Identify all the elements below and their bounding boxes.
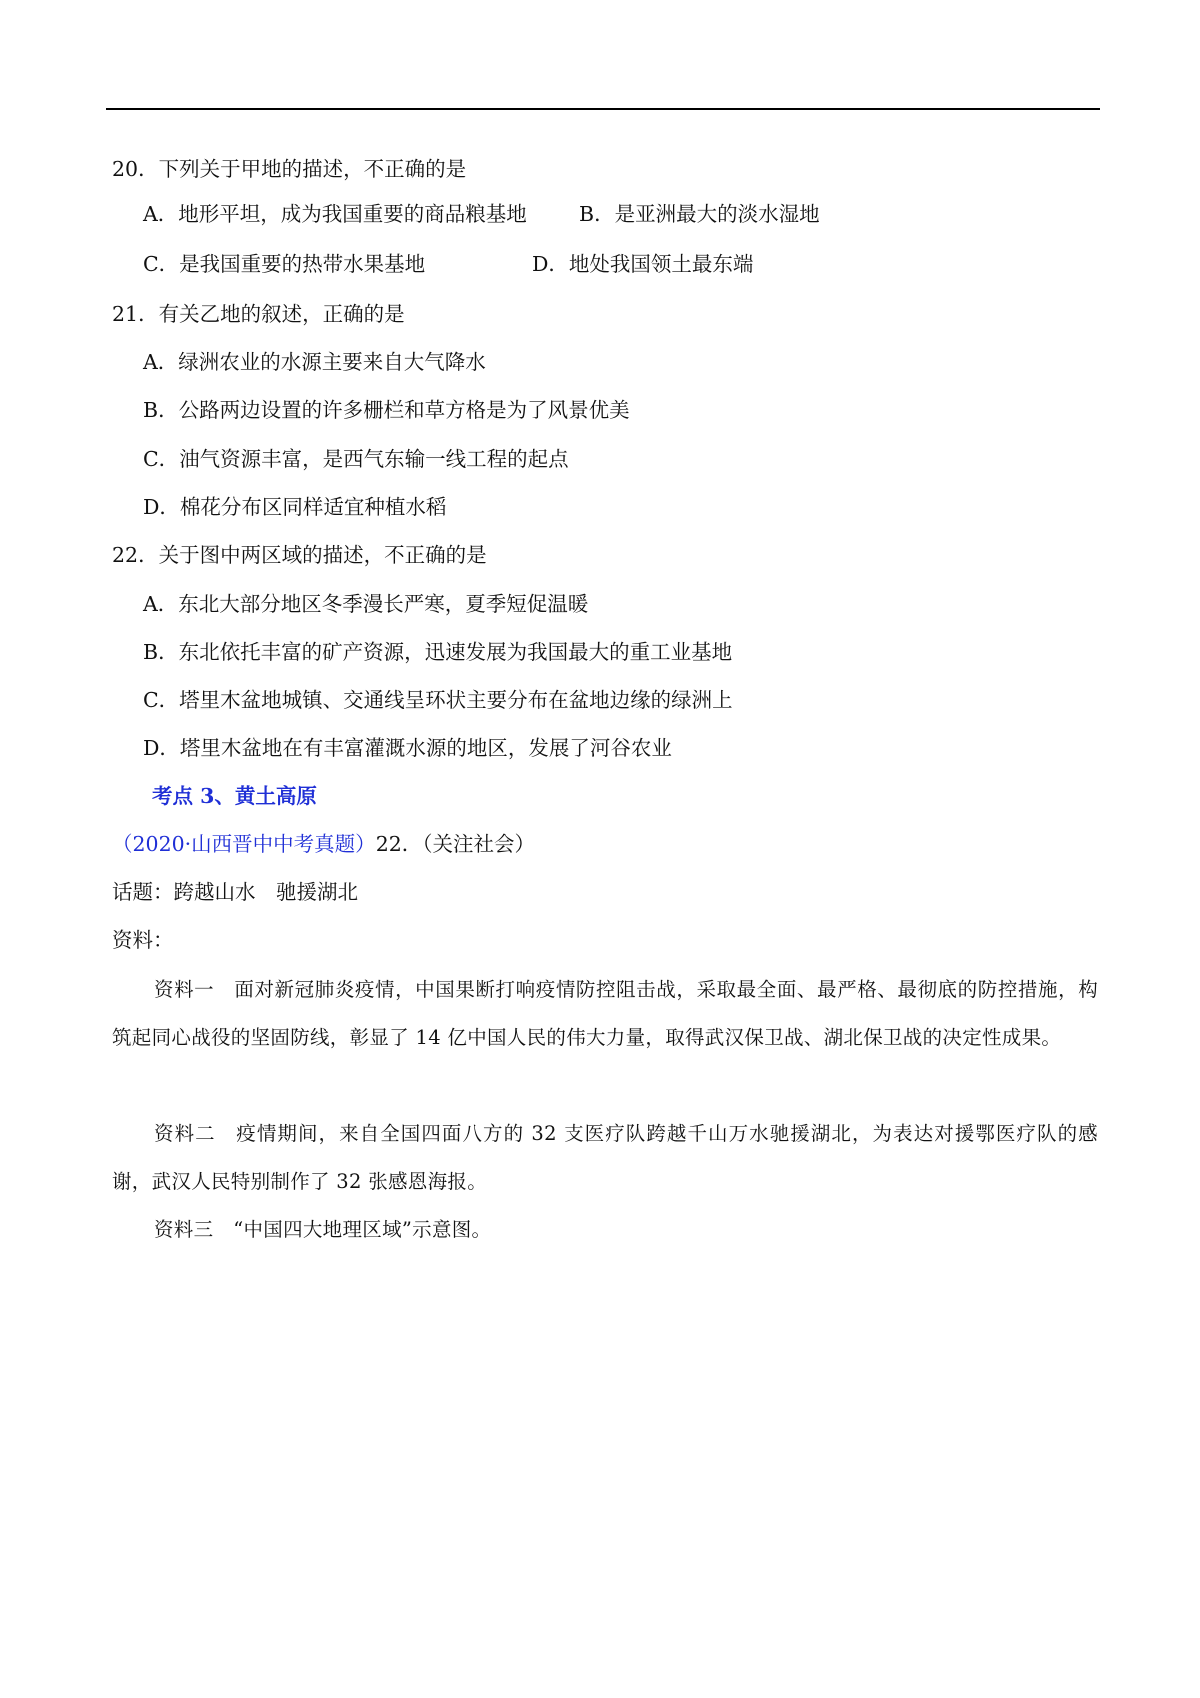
q22-option-c[interactable]: C．塔里木盆地城镇、交通线呈环状主要分布在盆地边缘的绿洲上 (143, 688, 733, 712)
q22-option-b[interactable]: B．东北依托丰富的矿产资源，迅速发展为我国最大的重工业基地 (143, 640, 733, 664)
q20-option-c[interactable]: C．是我国重要的热带水果基地 (143, 252, 426, 276)
material-2: 资料二 疫情期间，来自全国四面八方的 32 支医疗队跨越千山万水驰援湖北，为表达对援鄂医疗队的感谢，武汉人民特别制作了 32 张感恩海报。 (112, 1122, 1098, 1193)
q21-option-c[interactable]: C．油气资源丰富，是西气东输一线工程的起点 (143, 447, 569, 471)
header-rule (106, 108, 1100, 110)
material-3: 资料三 “中国四大地理区域”示意图。 (154, 1218, 492, 1241)
q22-option-a[interactable]: A．东北大部分地区冬季漫长严寒，夏季短促温暖 (143, 592, 589, 616)
material-1: 资料一 面对新冠肺炎疫情，中国果断打响疫情防控阻击战，采取最全面、最严格、最彻底的防控措施，构筑起同心战役的坚固防线，彰显了 14 亿中国人民的伟大力量，取得武汉保卫战、湖北保卫战的决定性成果。 (112, 978, 1098, 1049)
q20-option-d[interactable]: D．地处我国领土最东端 (532, 252, 754, 276)
q20-option-a[interactable]: A．地形平坦，成为我国重要的商品粮基地 (143, 202, 527, 226)
materials-label: 资料： (112, 928, 174, 952)
section-heading: 考点 3、黄土高原 (152, 784, 317, 808)
q21-stem: 21．有关乙地的叙述，正确的是 (112, 302, 405, 326)
q20-stem: 20．下列关于甲地的描述，不正确的是 (112, 157, 467, 181)
q20-option-b[interactable]: B．是亚洲最大的淡水湿地 (579, 202, 820, 226)
q21-option-b[interactable]: B．公路两边设置的许多栅栏和草方格是为了风景优美 (143, 398, 630, 422)
q22-stem: 22．关于图中两区域的描述，不正确的是 (112, 543, 487, 567)
question-intro: 22．（关注社会） (375, 832, 536, 856)
question-source-line (112, 830, 535, 858)
q22-option-d[interactable]: D．塔里木盆地在有丰富灌溉水源的地区，发展了河谷农业 (143, 736, 672, 760)
q21-option-a[interactable]: A．绿洲农业的水源主要来自大气降水 (143, 350, 486, 374)
q21-option-d[interactable]: D．棉花分布区同样适宜种植水稻 (143, 495, 447, 519)
topic-line: 话题：跨越山水 驰援湖北 (112, 880, 358, 904)
source-tag: （2020·山西晋中中考真题） (112, 832, 376, 856)
